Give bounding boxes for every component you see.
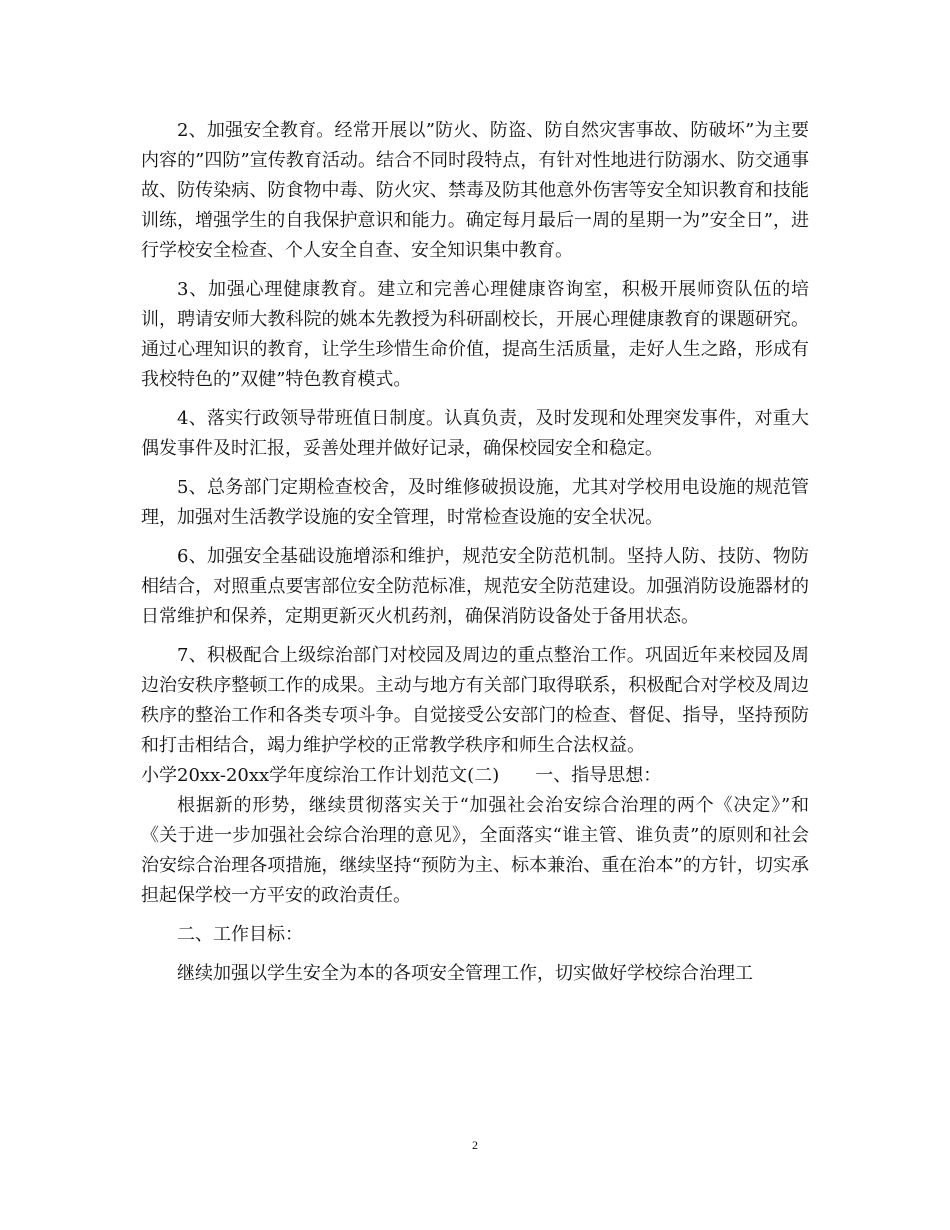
paragraph-work-goals: 继续加强以学生安全为本的各项安全管理工作，切实做好学校综合治理工 bbox=[177, 963, 753, 984]
paragraph-guiding-ideology: 根据新的形势，继续贯彻落实关于“加强社会治安综合治理的两个《决定》”和《关于进一步加强社会综合治理的意见》，全面落实“谁主管、谁负责”的原则和社会治安综合治理各项措施，继续坚持“预防为主、标本兼治、重在治本”的方针，切实承担起保学校一方平安的政治责任。 bbox=[141, 795, 809, 906]
paragraph-mental-health-education: 3、加强心理健康教育。建立和完善心理健康咨询室，积极开展师资队伍的培训，聘请安师大教科院的姚本先教授为科研副校长，开展心理健康教育的课题研究。通过心理知识的教育，让学生珍惜生命价值，提高生活质量，走好人生之路，形成有我校特色的”双健”特色教育模式。 bbox=[141, 279, 809, 390]
section-heading-work-goals: 二、工作目标： bbox=[177, 924, 303, 945]
paragraph-general-affairs-inspection: 5、总务部门定期检查校舍，及时维修破损设施，尤其对学校用电设施的规范管理，加强对生活教学设施的安全管理，时常检查设施的安全状况。 bbox=[141, 477, 809, 528]
paragraph-surrounding-rectification: 7、积极配合上级综治部门对校园及周边的重点整治工作。巩固近年来校园及周边治安秩序整顿工作的成果。主动与地方有关部门取得联系，积极配合对学校及周边秩序的整治工作和各类专项斗争。自觉接受公安部门的检查、督促、指导，坚持预防和打击相结合，竭力维护学校的正常教学秩序和师生合法权益。 bbox=[141, 645, 809, 756]
paragraph-infrastructure-maintenance: 6、加强安全基础设施增添和维护，规范安全防范机制。坚持人防、技防、物防相结合，对照重点要害部位安全防范标准，规范安全防范建设。加强消防设施器材的日常维护和保养，定期更新灭火机药剂，确保消防设备处于备用状态。 bbox=[141, 546, 809, 627]
section-heading-guiding-ideology: 小学20xx-20xx学年度综治工作计划范文(二) 一、指导思想： bbox=[141, 765, 662, 786]
page-number: 2 bbox=[472, 1138, 478, 1152]
paragraph-leadership-duty-system: 4、落实行政领导带班值日制度。认真负责，及时发现和处理突发事件，对重大偶发事件及时汇报，妥善处理并做好记录，确保校园安全和稳定。 bbox=[141, 408, 809, 459]
document-body bbox=[141, 116, 809, 989]
paragraph-safety-education: 2、加强安全教育。经常开展以”防火、防盗、防自然灾害事故、防破坏”为主要内容的”四防”宣传教育活动。结合不同时段特点，有针对性地进行防溺水、防交通事故、防传染病、防食物中毒、防火灾、禁毒及防其他意外伤害等安全知识教育和技能训练，增强学生的自我保护意识和能力。确定每月最后一周的星期一为”安全日”，进行学校安全检查、个人安全自查、安全知识集中教育。 bbox=[141, 120, 809, 261]
